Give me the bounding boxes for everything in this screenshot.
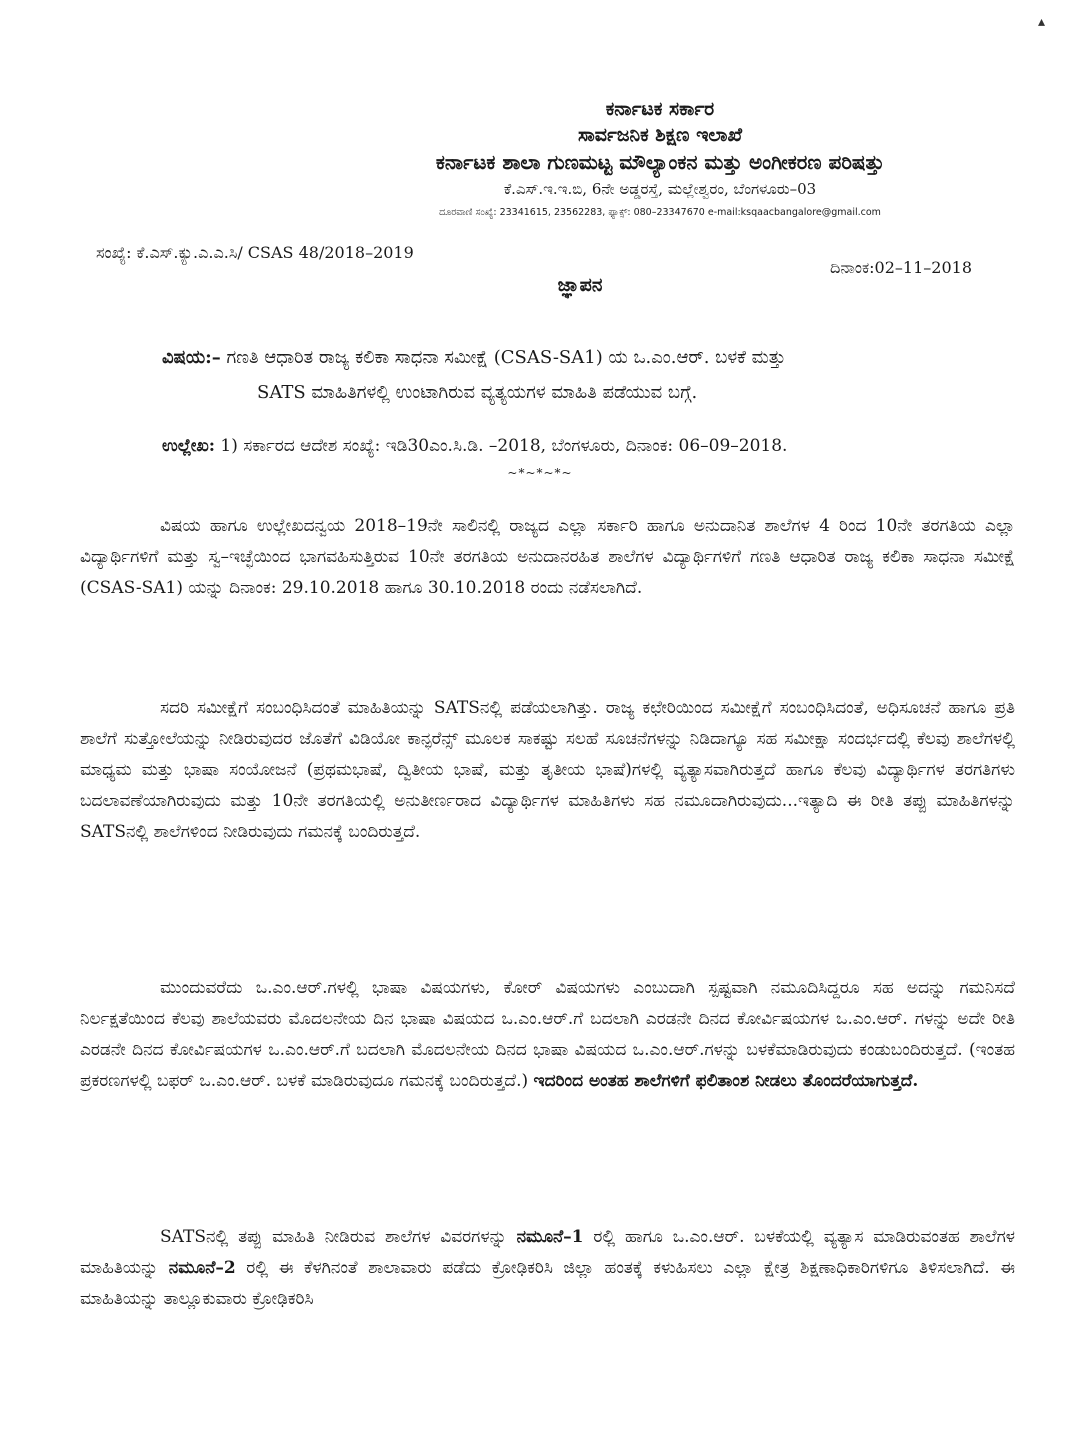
document-date: ದಿನಾಂಕ:02–11–2018 [830,258,972,277]
form-1-label: ನಮೂನೆ–1 [516,1227,584,1247]
subject-block [162,340,992,410]
paragraph-3-text: ಮುಂದುವರೆದು ಒ.ಎಂ.ಆರ್.ಗಳಲ್ಲಿ ಭಾಷಾ ವಿಷಯಗಳು, ಕೋರ್ ವಿಷಯಗಳು ಎಂಬುದಾಗಿ ಸ್ಪಷ್ಟವಾಗಿ ನಮೂದಿಸಿದ್ದರೂ ಸಹ ಅದನ್ನು ಗಮನಿಸದೆ ನಿರ್ಲಕ್ಷತೆಯಿಂದ ಕೆಲವು ಶಾಲೆಯವರು ಮೊದಲನೇಯ ದಿನ ಭಾಷಾ ವಿಷಯದ ಒ.ಎಂ.ಆರ್.ಗೆ ಬದಲಾಗಿ ಎರಡನೇ ದಿನದ ಕೋರ್ವಿಷಯಗಳ ಒ.ಎಂ.ಆರ್. ಗಳನ್ನು ಅದೇ ರೀತಿ ಎರಡನೇ ದಿನದ ಕೋರ್ವಿಷಯಗಳ ಒ.ಎಂ.ಆರ್.ಗೆ ಬದಲಾಗಿ ಮೊದಲನೇಯ ದಿನದ ಭಾಷಾ ವಿಷಯದ ಒ.ಎಂ.ಆರ್.ಗಳನ್ನು ಬಳಕೆಮಾಡಿರುವುದು ಕಂಡುಬಂದಿರುತ್ತದೆ. (ಇಂತಹ ಪ್ರಕರಣಗಳಲ್ಲಿ ಬಫರ್ ಒ.ಎಂ.ಆರ್. ಬಳಕೆ ಮಾಡಿರುವುದೂ ಗಮನಕ್ಕೆ ಬಂದಿರುತ್ತದೆ.) [80,978,1015,1091]
subject-label: ವಿಷಯ:– [162,347,221,368]
form-2-label: ನಮೂನೆ–2 [168,1258,236,1278]
subject-line1: ಗಣತಿ ಆಧಾರಿತ ರಾಜ್ಯ ಕಲಿಕಾ ಸಾಧನಾ ಸಮೀಕ್ಷೆ (CSAS-SA1) ಯ ಒ.ಎಂ.ಆರ್. ಬಳಕೆ ಮತ್ತು [220,347,786,368]
paragraph-4-text-c: ರಲ್ಲಿ ಈ ಕೆಳಗಿನಂತೆ ಶಾಲಾವಾರು ಪಡೆದು ಕ್ರೋಢಿಕರಿಸಿ ಜಿಲ್ಲಾ ಹಂತಕ್ಕೆ ಕಳುಹಿಸಲು ಎಲ್ಲಾ ಕ್ಷೇತ್ರ ಶಿಕ್ಷಣಾಧಿಕಾರಿಗಳಿಗೂ ತಿಳಿಸಲಾಗಿದೆ. ಈ ಮಾಹಿತಿಯನ್ನು ತಾಲ್ಲೂಕುವಾರು ಕ್ರೋಢಿಕರಿಸಿ [80,1258,1015,1309]
paragraph-2: ಸದರಿ ಸಮೀಕ್ಷೆಗೆ ಸಂಬಂಧಿಸಿದಂತೆ ಮಾಹಿತಿಯನ್ನು SATSನಲ್ಲಿ ಪಡೆಯಲಾಗಿತ್ತು. ರಾಜ್ಯ ಕಛೇರಿಯಿಂದ ಸಮೀಕ್ಷೆಗೆ ಸಂಬಂಧಿಸಿದಂತೆ, ಅಧಿಸೂಚನೆ ಹಾಗೂ ಪ್ರತಿ ಶಾಲೆಗೆ ಸುತ್ತೋಲೆಯನ್ನು ನೀಡಿರುವುದರ ಜೊತೆಗೆ ವಿಡಿಯೋ ಕಾನ್ಫರೆನ್ಸ್ ಮೂಲಕ ಸಾಕಷ್ಟು ಸಲಹೆ ಸೂಚನೆಗಳನ್ನು ನಿಡಿದಾಗ್ಯೂ ಸಹ ಸಮೀಕ್ಷಾ ಸಂದರ್ಭದಲ್ಲಿ ಕೆಲವು ಶಾಲೆಗಳಲ್ಲಿ ಮಾಧ್ಯಮ ಮತ್ತು ಭಾಷಾ ಸಂಯೋಜನೆ (ಪ್ರಥಮಭಾಷೆ, ದ್ವಿತೀಯ ಭಾಷೆ, ಮತ್ತು ತೃತೀಯ ಭಾಷೆ)ಗಳಲ್ಲಿ ವ್ಯತ್ಯಾಸವಾಗಿರುತ್ತದೆ ಹಾಗೂ ಕೆಲವು ವಿದ್ಯಾರ್ಥಿಗಳ ತರಗತಿಗಳು ಬದಲಾವಣೆಯಾಗಿರುವುದು ಮತ್ತು 10ನೇ ತರಗತಿಯಲ್ಲಿ ಅನುತೀರ್ಣರಾದ ವಿದ್ಯಾರ್ಥಿಗಳ ಮಾಹಿತಿಗಳು ಸಹ ನಮೂದಾಗಿರುವುದು...ಇತ್ಯಾದಿ ಈ ರೀತಿ ತಪ್ಪು ಮಾಹಿತಿಗಳನ್ನು SATSನಲ್ಲಿ ಶಾಲೆಗಳಿಂದ ನೀಡಿರುವುದು ಗಮನಕ್ಕೆ ಬಂದಿರುತ್ತದೆ. [80,698,1015,842]
reference-text: 1) ಸರ್ಕಾರದ ಆದೇಶ ಸಂಖ್ಯೆ: ಇಡಿ30ಎಂ.ಸಿ.ಡಿ. –2018, ಬೆಂಗಳೂರು, ದಿನಾಂಕ: 06–09–2018. [215,436,788,456]
paragraph-4-text-b: ರಲ್ಲಿ ಹಾಗೂ ಒ.ಎಂ.ಆರ್. ಬಳಕೆಯಲ್ಲಿ ವ್ಯತ್ಯಾಸ ಮಾಡಿರುವಂತಹ ಶಾಲೆಗಳ ಮಾಹಿತಿಯನ್ನು [80,1227,1016,1278]
header-address: ಕೆ.ಎಸ್.ಇ.ಇ.ಬಿ, 6ನೇ ಅಡ್ಡರಸ್ತೆ, ಮಲ್ಲೇಶ್ವರಂ, ಬೆಂಗಳೂರು–03 [503,180,817,198]
reference-block [162,436,992,456]
separator: ~*~*~*~ [507,466,573,480]
paragraph-4-text-a: SATSನಲ್ಲಿ ತಪ್ಪು ಮಾಹಿತಿ ನೀಡಿರುವ ಶಾಲೆಗಳ ವಿವರಗಳನ್ನು [160,1227,517,1247]
reference-label: ಉಲ್ಲೇಖ: [162,436,216,456]
paragraph-3-bold: ಇದರಿಂದ ಅಂತಹ ಶಾಲೆಗಳಿಗೆ ಫಲಿತಾಂಶ ನೀಡಲು ತೊಂದರೆಯಾಗುತ್ತದೆ. [533,1071,919,1091]
header-department: ಸಾರ್ವಜನಿಕ ಶಿಕ್ಷಣ ಇಲಾಖೆ [577,124,743,146]
corner-mark: ▴ [1038,14,1046,30]
header-council: ಕರ್ನಾಟಕ ಶಾಲಾ ಗುಣಮಟ್ಟ ಮೌಲ್ಯಾಂಕನ ಮತ್ತು ಅಂಗೀಕರಣ ಪರಿಷತ್ತು [435,150,885,174]
reference-number: ಸಂಖ್ಯೆ: ಕೆ.ಎಸ್.ಕ್ಯು.ಎ.ಎ.ಸಿ/ CSAS 48/2018–2019 [96,243,414,262]
paragraph-1: ವಿಷಯ ಹಾಗೂ ಉಲ್ಲೇಖದನ್ವಯ 2018–19ನೇ ಸಾಲಿನಲ್ಲಿ ರಾಜ್ಯದ ಎಲ್ಲಾ ಸರ್ಕಾರಿ ಹಾಗೂ ಅನುದಾನಿತ ಶಾಲೆಗಳ 4 ರಿಂದ 10ನೇ ತರಗತಿಯ ಎಲ್ಲಾ ವಿದ್ಯಾರ್ಥಿಗಳಿಗೆ ಮತ್ತು ಸ್ವ–ಇಚ್ಛೆಯಿಂದ ಭಾಗವಹಿಸುತ್ತಿರುವ 10ನೇ ತರಗತಿಯ ಅನುದಾನರಹಿತ ಶಾಲೆಗಳ ವಿದ್ಯಾರ್ಥಿಗಳಿಗೆ ಗಣತಿ ಆಧಾರಿತ ರಾಜ್ಯ ಕಲಿಕಾ ಸಾಧನಾ ಸಮೀಕ್ಷೆ (CSAS-SA1) ಯನ್ನು ದಿನಾಂಕ: 29.10.2018 ಹಾಗೂ 30.10.2018 ರಂದು ನಡೆಸಲಾಗಿದೆ. [80,516,1015,598]
paragraph-4 [80,1222,1015,1315]
subject-line2: SATS ಮಾಹಿತಿಗಳಲ್ಲಿ ಉಂಟಾಗಿರುವ ವ್ಯತ್ಯಯಗಳ ಮಾಹಿತಿ ಪಡೆಯುವ ಬಗ್ಗೆ. [257,382,698,403]
header-government: ಕರ್ನಾಟಕ ಸರ್ಕಾರ [605,98,715,120]
header-contact: ದೂರವಾಣಿ ಸಂಖ್ಯೆ: 23341615, 23562283, ಫ್ಯಾಕ್ಸ್: 080–23347670 e-mail:ksqaacbangalore@gmail.com [439,207,881,218]
document-title: ಜ್ಞಾಪನ [557,274,603,296]
paragraph-3 [80,973,1015,1097]
